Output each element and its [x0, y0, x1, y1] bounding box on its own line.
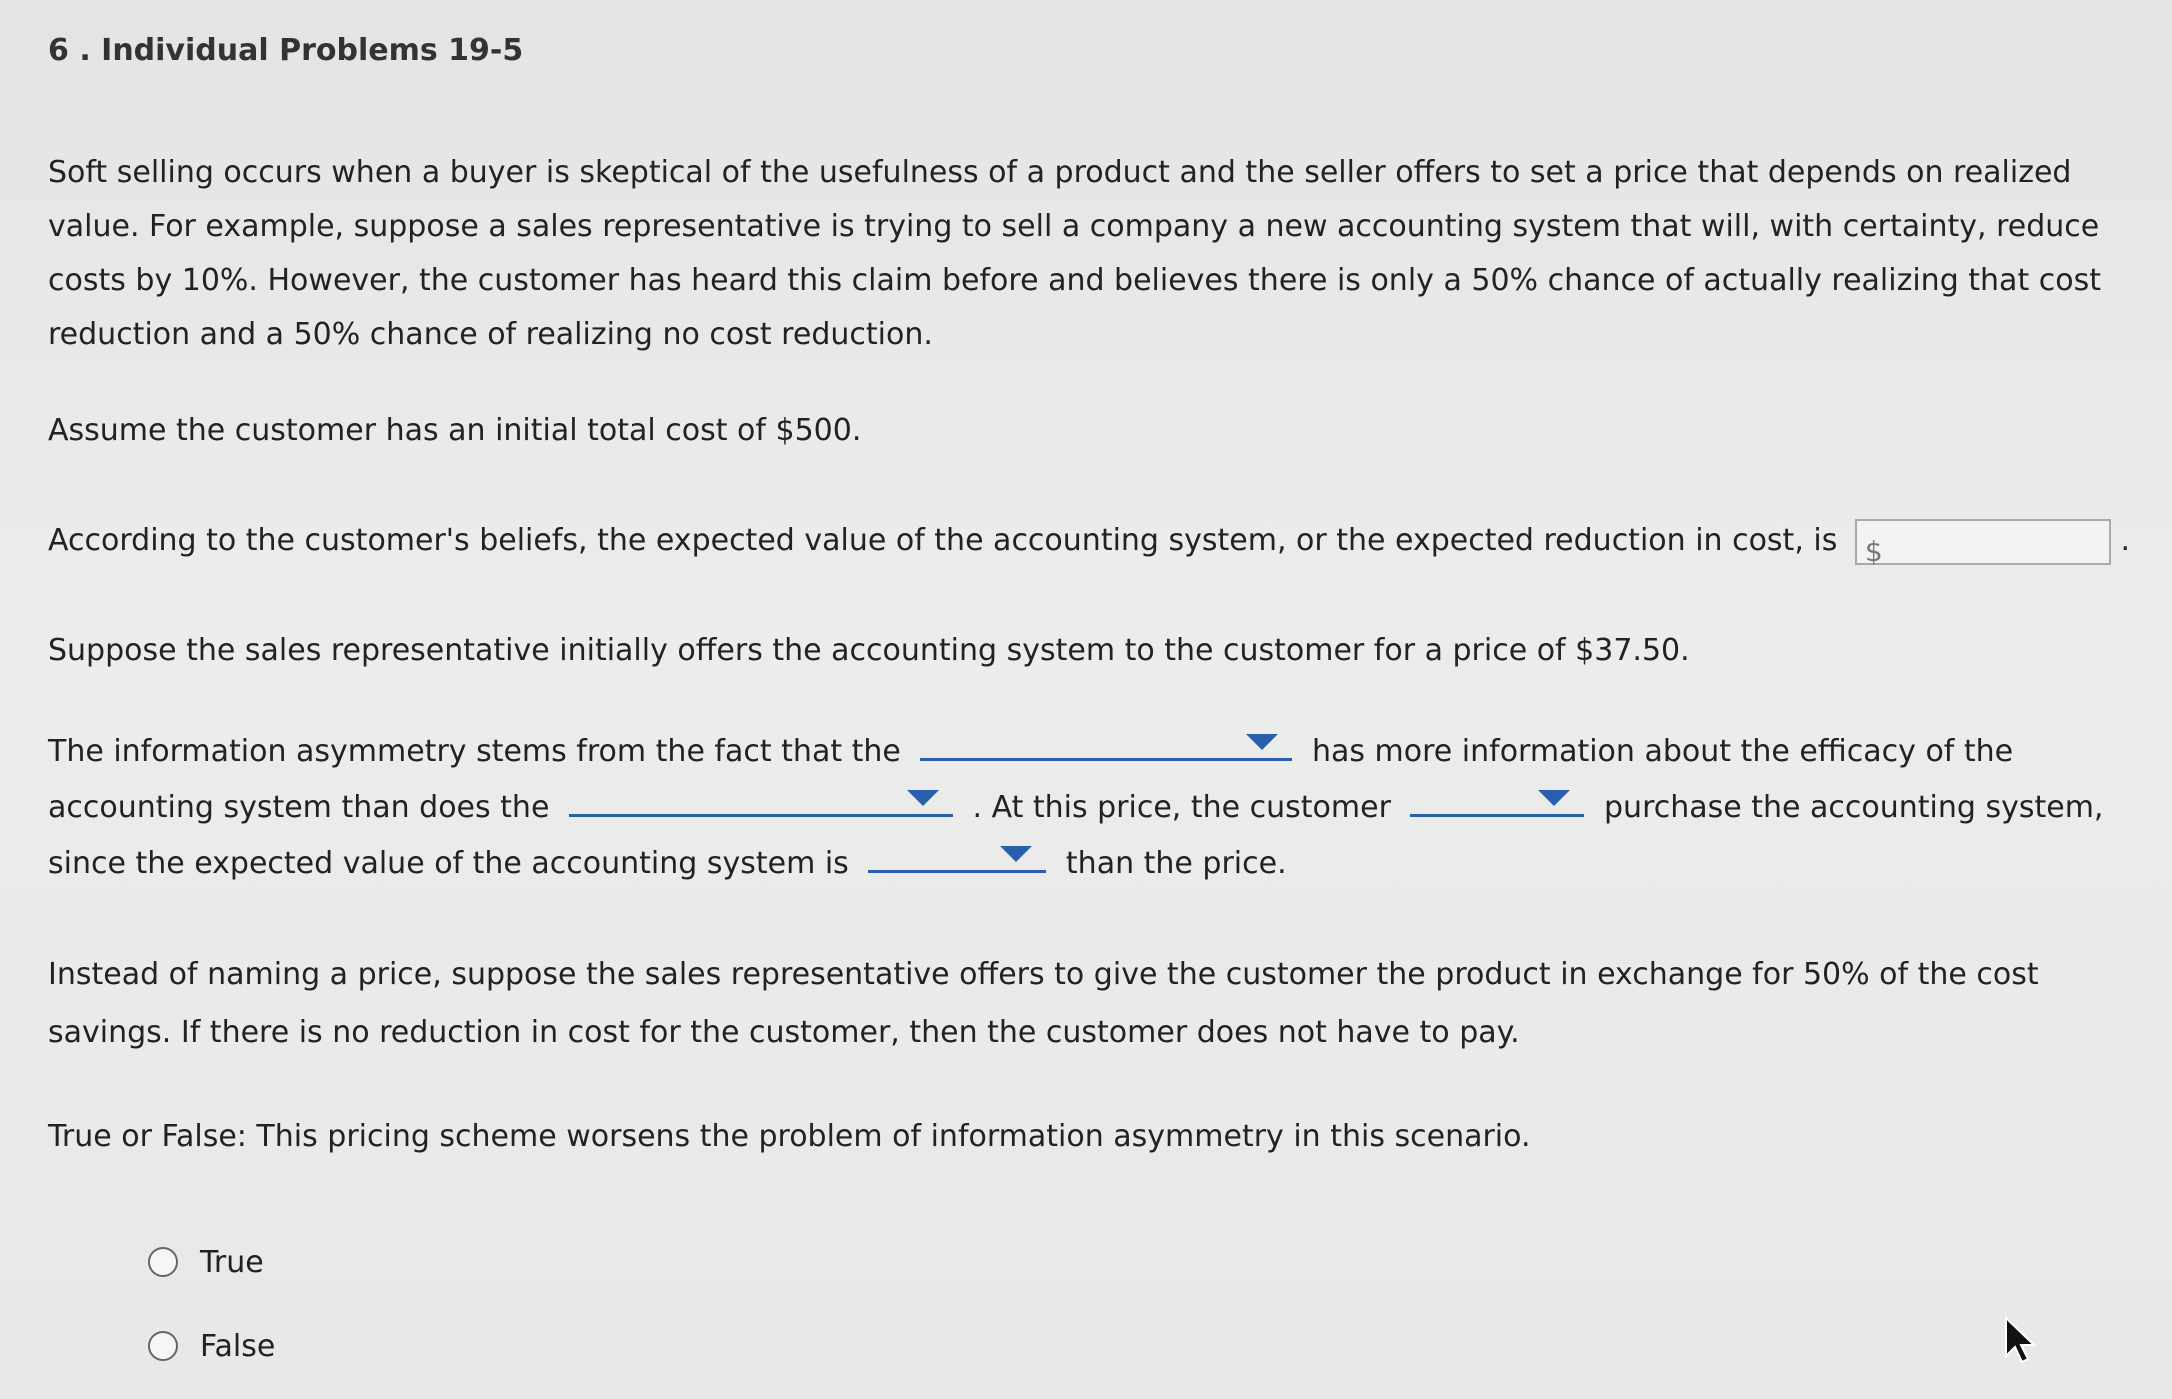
expected-value-text: According to the customer's beliefs, the expected value of the accounting system, or the expected reduction in cost, is: [48, 523, 1838, 558]
asymmetry-text-2: has more information about the efficacy of the accounting system than does the: [48, 734, 2014, 825]
caret-down-icon: [1538, 790, 1570, 806]
asymmetry-question: [48, 724, 2138, 892]
expected-value-question: [48, 514, 2138, 568]
caret-down-icon: [1246, 734, 1278, 750]
asymmetry-text-3: . At this price, the customer: [972, 790, 1391, 825]
answer-options: [148, 1220, 2138, 1388]
true-false-question: True or False: This pricing scheme worsens the problem of information asymmetry in this scenario.: [48, 1119, 1531, 1154]
offer-paragraph: Suppose the sales representative initially offers the accounting system to the customer for a price of $37.50.: [48, 633, 1690, 668]
problem-title: 6 . Individual Problems 19-5: [48, 33, 524, 68]
asymmetry-text-5: than the price.: [1065, 846, 1287, 881]
problem-page: [48, 26, 2138, 1388]
option-true[interactable]: [148, 1220, 2138, 1304]
currency-symbol: $: [1864, 534, 1883, 568]
expected-value-period: .: [2120, 523, 2130, 558]
radio-unchecked-icon[interactable]: [148, 1247, 178, 1277]
expected-value-input[interactable]: [1891, 525, 2105, 561]
alternative-pricing-paragraph: Instead of naming a price, suppose the sales representative offers to give the customer the product in exchange for 50% of the cost savings. If there is no reduction in cost for the customer, then the customer does not have to pay.: [48, 957, 2039, 1050]
asymmetry-text-4: purchase the accounting system, since the expected value of the accounting system is: [48, 790, 2104, 881]
better-informed-party-dropdown[interactable]: [920, 728, 1292, 761]
less-informed-party-dropdown[interactable]: [569, 784, 953, 817]
intro-paragraph: Soft selling occurs when a buyer is skeptical of the usefulness of a product and the seller offers to set a price that depends on realized value. For example, suppose a sales representative is trying to sell a company a new accounting system that will, with certainty, reduce costs by 10%. However, the customer has heard this claim before and believes there is only a 50% chance of actually realizing that cost reduction and a 50% chance of realizing no cost reduction.: [48, 155, 2101, 352]
option-false-label: False: [200, 1328, 276, 1364]
option-false[interactable]: [148, 1304, 2138, 1388]
assumption-paragraph: Assume the customer has an initial total cost of $500.: [48, 413, 862, 448]
mouse-pointer-icon: [2004, 1316, 2038, 1364]
caret-down-icon: [907, 790, 939, 806]
radio-unchecked-icon[interactable]: [148, 1331, 178, 1361]
value-comparison-dropdown[interactable]: [868, 840, 1046, 873]
asymmetry-text-1: The information asymmetry stems from the fact that the: [48, 734, 901, 769]
caret-down-icon: [1000, 846, 1032, 862]
expected-value-field[interactable]: [1855, 519, 2111, 568]
purchase-decision-dropdown[interactable]: [1410, 784, 1584, 817]
option-true-label: True: [200, 1244, 264, 1280]
